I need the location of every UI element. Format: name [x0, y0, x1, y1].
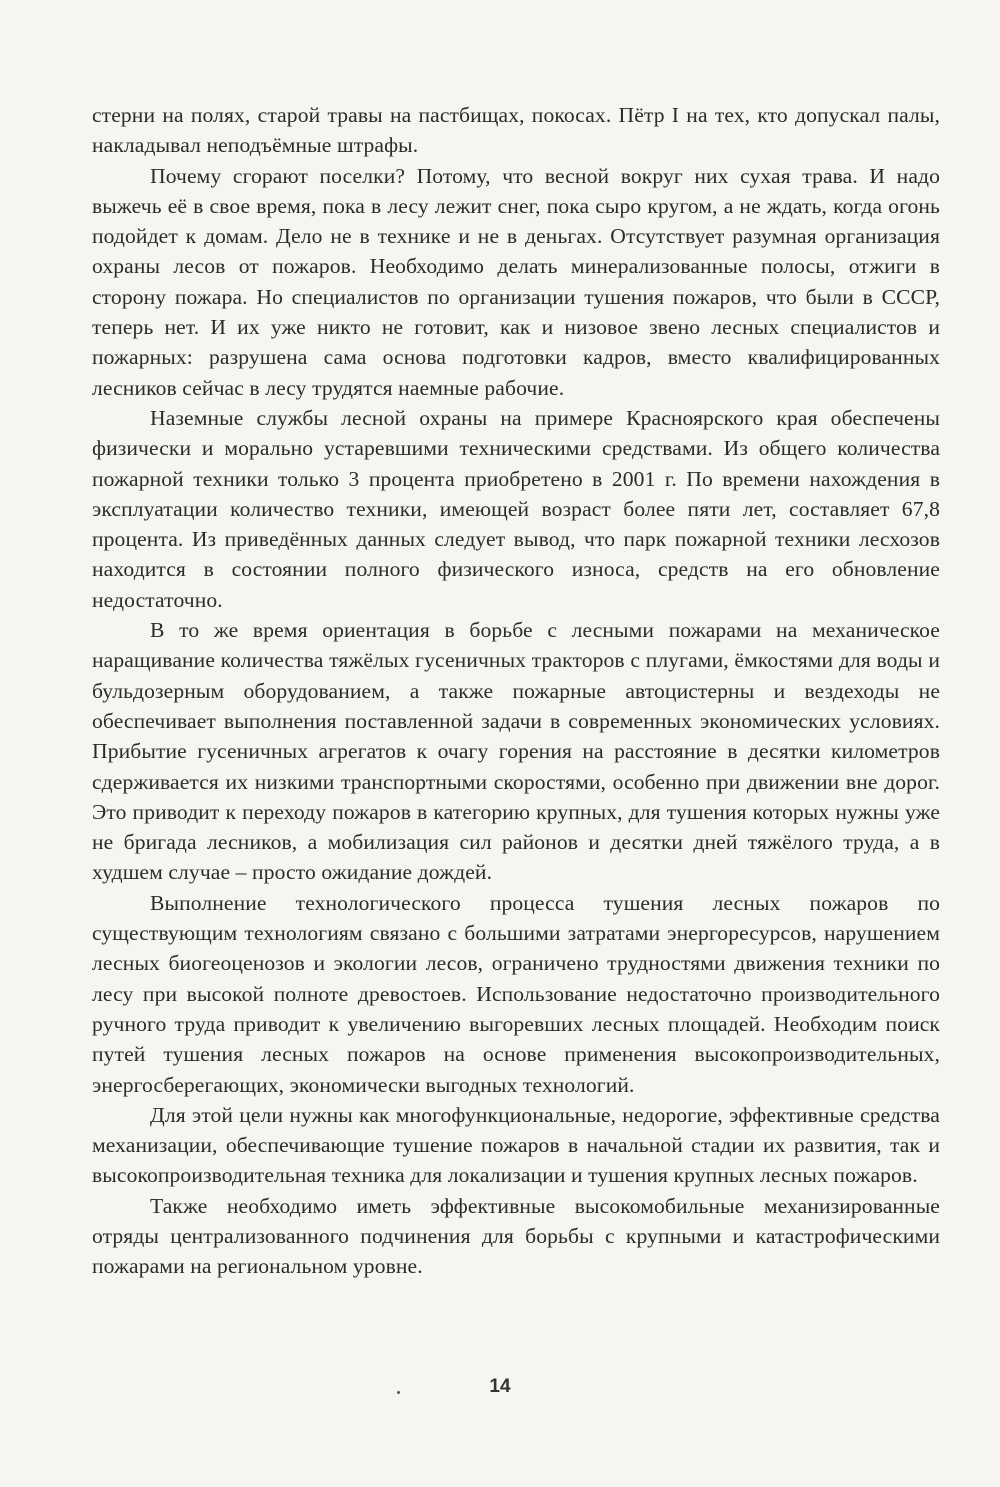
paragraph-1: стерни на полях, старой травы на пастбищах, покосах. Пётр I на тех, кто допускал палы, накладывал неподъёмные штрафы. [92, 103, 940, 158]
page-body [92, 100, 940, 1282]
paragraph-4: В то же время ориентация в борьбе с лесными пожарами на механическое наращивание количества тяжёлых гусеничных тракторов с плугами, ёмкостями для воды и бульдозерным оборудованием, а также пожарные автоцистерны и вездеходы не обеспечивает выполнения поставленной задачи в современных экономических условиях. Прибытие гусеничных агрегатов к очагу горения на расстояние в десятки километров сдерживается их низкими транспортными скоростями, особенно при движении вне дорог. Это приводит к переходу пожаров в категорию крупных, для тушения которых нужны уже не бригада лесников, а мобилизация сил районов и десятки дней тяжёлого труда, а в худшем случае – просто ожидание дождей. [92, 618, 940, 885]
paragraph-5: Выполнение технологического процесса тушения лесных пожаров по существующим технологиям связано с большими затратами энергоресурсов, нарушением лесных биогеоценозов и экологии лесов, ограничено трудностями движения техники по лесу при высокой полноте древостоев. Использование недостаточно производительного ручного труда приводит к увеличению выгоревших лесных площадей. Необходим поиск путей тушения лесных пожаров на основе применения высокопроизводительных, энергосберегающих, экономически выгодных технологий. [92, 890, 940, 1097]
paragraph-2: Почему сгорают поселки? Потому, что весной вокруг них сухая трава. И надо выжечь её в свое время, пока в лесу лежит снег, пока сыро кругом, а не ждать, когда огонь подойдет к домам. Дело не в технике и не в деньгах. Отсутствует разумная организация охраны лесов от пожаров. Необходимо делать минерализованные полосы, отжиги в сторону пожара. Но специалистов по организации тушения пожаров, что были в СССР, теперь нет. И их уже никто не готовит, как и низовое звено лесных специалистов и пожарных: разрушена сама основа подготовки кадров, вместо квалифицированных лесников сейчас в лесу трудятся наемные рабочие. [92, 163, 940, 400]
page-number: 14 [489, 1376, 511, 1397]
paragraph-3: Наземные службы лесной охраны на примере Красноярского края обеспечены физически и морально устаревшими техническими средствами. Из общего количества пожарной техники только 3 процента приобретено в 2001 г. По времени нахождения в эксплуатации количество техники, имеющей возраст более пяти лет, составляет 67,8 процента. Из приведённых данных следует вывод, что парк пожарной техники лесхозов находится в состоянии полного физического износа, средств на его обновление недостаточно. [92, 405, 940, 612]
paragraph-7: Также необходимо иметь эффективные высокомобильные механизированные отряды централизованного подчинения для борьбы с крупными и катастрофическими пожарами на региональном уровне. [92, 1193, 940, 1279]
paragraph-6: Для этой цели нужны как многофункциональные, недорогие, эффективные средства механизации, обеспечивающие тушение пожаров в начальной стадии их развития, так и высокопроизводительная техника для локализации и тушения крупных лесных пожаров. [92, 1102, 940, 1188]
